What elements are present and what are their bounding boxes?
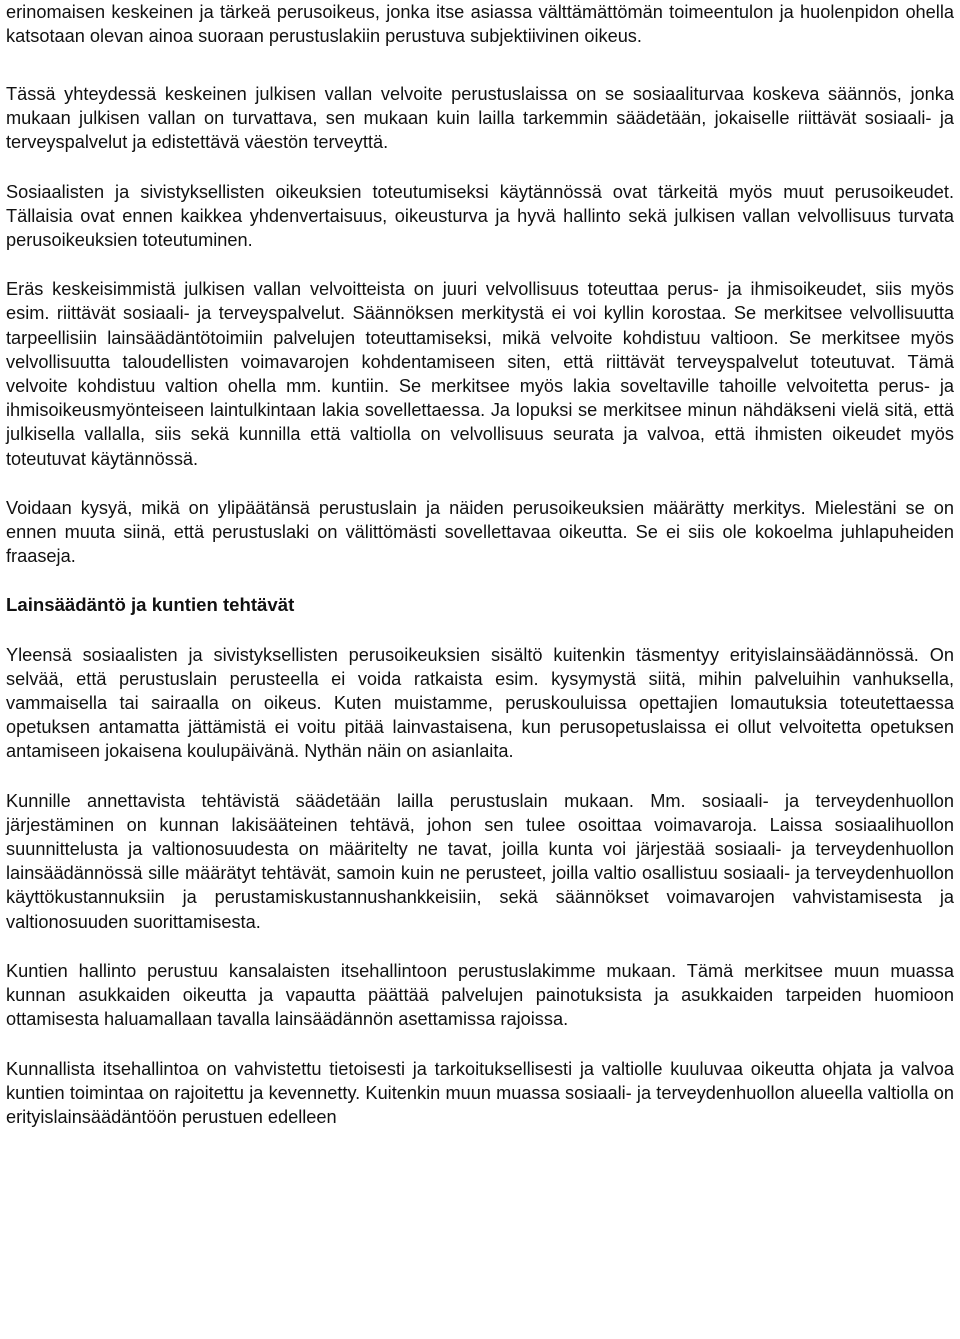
paragraph-public-authority-duty: Tässä yhteydessä keskeinen julkisen vallan velvoite perustuslaissa on se sosiaaliturvaa koskeva säännös, jonka mukaan julkisen vallan on turvattava, sen mukaan kuin lailla tarkemmin säädetään, jokaiselle riittävät sosiaali- ja terveyspalvelut ja edistettävä väestön terveyttä.: [6, 84, 954, 153]
paragraph-continued: erinomaisen keskeinen ja tärkeä perusoikeus, jonka itse asiassa välttämättömän toimeentulon ja huolenpidon ohella katsotaan olevan ainoa suoraan perustuslakiin perustuva subjektiivinen oikeus.: [6, 2, 954, 47]
paragraph-municipal-tasks: Kunnille annettavista tehtävistä säädetään lailla perustuslain mukaan. Mm. sosiaali- ja terveydenhuollon järjestäminen on kunnan lakisääteinen tehtävä, johon sen tulee osoittaa voimavaroja. Laissa sosiaalihuollon suunnittelusta ja valtionosuudesta on määritelty ne tavat, joilla kunta voi järjestää sosiaali- ja terveydenhuollon lainsäädännössä sille määrätyt tehtävät, samoin kuin ne perusteet, joilla valtio osallistuu sosiaali- ja terveydenhuollon käyttökustannuksiin ja perustamiskustannushankkeisiin, sekä säännökset voimavarojen vahvistamisesta ja valtionosuuden suorittamisesta.: [6, 790, 954, 932]
paragraph-state-guidance: Kunnallista itsehallintoa on vahvistettu tietoisesti ja tarkoituksellisesti ja valtiolle kuuluvaa oikeutta ohjata ja valvoa kuntien toimintaa on rajoitettu ja kevennetty. Kuitenkin muun muassa sosiaali- ja terveydenhuollon alueella valtiolla on erityislainsäädäntöön perustuen edelleen: [6, 1058, 954, 1127]
paragraph-other-fundamental-rights: Sosiaalisten ja sivistyksellisten oikeuksien toteutumiseksi käytännössä ovat tärkeitä myös muut perusoikeudet. Tällaisia ovat ennen kaikkea yhdenvertaisuus, oikeusturva ja hyvä hallinto sekä julkisen vallan velvollisuus turvata perusoikeuksien toteutuminen.: [6, 181, 954, 251]
paragraph-key-obligations: Eräs keskeisimmistä julkisen vallan velvoitteista on juuri velvollisuus toteuttaa perus- ja ihmisoikeudet, siis myös esim. riittävät sosiaali- ja terveyspalvelut. Säännöksen merkitystä ei voi kyllin korostaa. Se merkitsee velvollisuutta tarpeellisiin lainsäädäntötoimiin palvelujen toteuttamiseksi, mikä velvoite kohdistuu valtioon. Se merkitsee myös velvollisuutta taloudellisten voimavarojen kohdentamiseen siten, että riittävät terveyspalvelut toteutuvat. Tämä velvoite kohdistuu valtion ohella mm. kuntiin. Se merkitsee myös lakia soveltaville tahoille velvoitetta perus- ja ihmisoikeusmyönteiseen laintulkintaan lakia sovellettaessa. Ja lopuksi se merkitsee minun nähdäkseni vielä sitä, että julkisella vallalla, siis sekä kunnilla että valtiolla on velvollisuus seurata ja valvoa, että ihmisten oikeudet myös toteutuvat käytännössä.: [6, 279, 954, 469]
paragraph-constitution-meaning: Voidaan kysyä, mikä on ylipäätänsä perustuslain ja näiden perusoikeuksien määrätty merkitys. Mielestäni se on ennen muuta siinä, että perustuslaki on välittömästi sovellettavaa oikeutta. Se ei siis ole kokoelma juhlapuheiden fraaseja.: [6, 497, 954, 567]
paragraph-self-government: Kuntien hallinto perustuu kansalaisten itsehallintoon perustuslakimme mukaan. Tämä merkitsee muun muassa kunnan asukkaiden oikeutta ja vapautta päättää palvelujen painotuksista ja asukkaiden tarpeiden huomioon ottamisesta haluamallaan tavalla lainsäädännön asettamissa rajoissa.: [6, 960, 954, 1030]
document-body: [6, 82, 954, 1129]
paragraph-special-legislation: Yleensä sosiaalisten ja sivistyksellisten perusoikeuksien sisältö kuitenkin täsmentyy erityislainsäädännössä. On selvää, että perustuslain perusteella ei voida ratkaista esim. kysymystä siitä, mihin palveluihin vanhuksella, vammaisella tai sairaalla on oikeus. Kuten muistamme, peruskouluissa opettajien lomautuksia toteutettaessa opetuksen antamatta jättämistä ei voitu pitää lainvastaisena, kun perusopetuslaissa ei ollut velvoitetta opetuksen antamiseen jokaisena koulupäivänä. Nythän näin on asianlaita.: [6, 644, 954, 762]
section-heading: Lainsäädäntö ja kuntien tehtävät: [6, 594, 295, 616]
